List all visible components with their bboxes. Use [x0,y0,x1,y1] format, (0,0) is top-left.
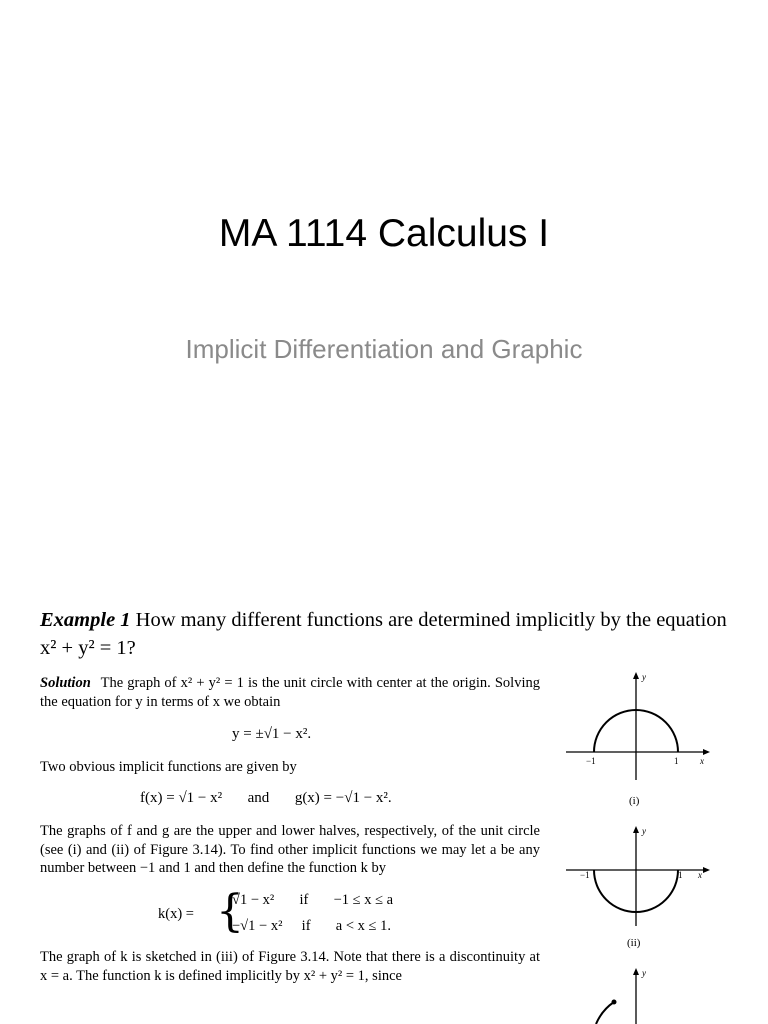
y-axis-label: y [642,826,646,836]
solution-paragraph [40,674,540,711]
tick-one: 1 [674,756,679,766]
figure-ii-caption: (ii) [627,937,641,949]
equation-g: g(x) = −√1 − x². [294,790,392,806]
tick-neg-one: −1 [586,756,596,766]
k-row1-cond: −1 ≤ x ≤ a [333,892,394,908]
k-row2-if: if [301,918,311,934]
k-row-2 [232,918,391,935]
y-axis-arrow [633,826,639,833]
figure-i-caption: (i) [629,795,640,807]
x-axis-arrow [703,749,710,755]
example-label: Example 1 [40,609,131,631]
tick-neg-one: −1 [580,870,590,880]
x-axis-label: x [698,870,702,880]
figure-ii-lower-semicircle [560,822,720,952]
y-axis-label: y [642,672,646,682]
graphs-paragraph: The graphs of f and g are the upper and lower halves, respectively, of the unit circle (see (i) and (ii) of Figure 3.14). To find other implicit functions we may let a be any number between −1 and 1 and then define the function k by [40,823,540,876]
equation-f: f(x) = √1 − x² [140,790,223,806]
k-row-1 [232,892,393,909]
left-brace: { [216,886,244,937]
figure-i-upper-semicircle [560,668,720,818]
example-heading [40,606,730,662]
example-question: How many different functions are determined implicitly by the equation x² + y² = 1? [40,609,727,659]
x-axis-arrow [703,867,710,873]
equation-y: y = ±√1 − x². [232,726,312,742]
tick-one: 1 [678,870,683,880]
figure-iii-partial [580,962,670,1024]
y-axis-arrow [633,968,639,975]
k-row1-expr: √1 − x² [232,892,275,908]
k-row2-cond: a < x ≤ 1. [335,918,391,934]
k-row1-if: if [299,892,309,908]
slide-title: MA 1114 Calculus I [218,212,550,255]
textbook-page [0,576,768,1024]
equation-fg [140,790,392,807]
y-axis-label: y [642,968,646,978]
k-label: k(x) = [158,906,194,922]
discontinuity-paragraph: The graph of k is sketched in (iii) of Figure 3.14. Note that there is a discontinuity at x = a. The function k is defined implicitly by x² + y² = 1, since [40,949,540,984]
endpoint-dot [612,1000,617,1005]
two-functions-text: Two obvious implicit functions are given by [40,759,297,775]
slide-subtitle: Implicit Differentiation and Graphic [185,334,583,364]
solution-intro: The graph of x² + y² = 1 is the unit circle with center at the origin. Solving the equation for y in terms of x we obtain [40,675,540,710]
k-row2-expr: −√1 − x² [232,918,283,934]
x-axis-label: x [700,756,704,766]
y-axis-arrow [633,672,639,679]
solution-label: Solution [40,675,91,691]
arc-segment [596,1002,614,1024]
equation-and: and [247,790,270,806]
